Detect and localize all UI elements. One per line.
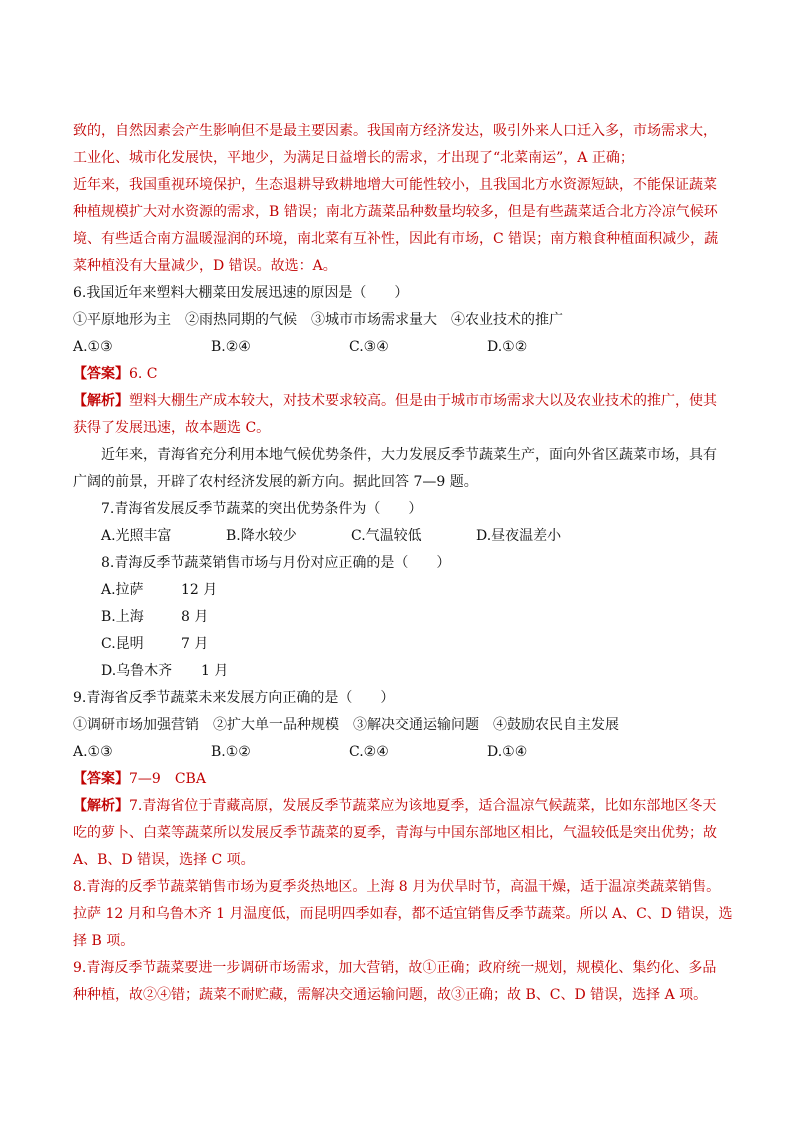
option-a: A.光照丰富 bbox=[101, 528, 172, 544]
question-8-stem: 8.青海反季节蔬菜销售市场与月份对应正确的是（ ） bbox=[101, 555, 451, 571]
analysis-line: 8.青海的反季节蔬菜销售市场为夏季炎热地区。上海 8 月为伏旱时节，高温干燥，适于温凉类蔬菜销售。 bbox=[73, 879, 721, 895]
analysis-text: 7.青海省位于青藏高原，发展反季节蔬菜应为该地夏季，适合温凉气候蔬菜，比如东部地区冬天 bbox=[129, 798, 717, 814]
analysis-line: 种种植，故②④错；蔬菜不耐贮藏，需解决交通运输问题，故③正确；故 B、C、D 错误，选择 A 项。 bbox=[73, 987, 708, 1003]
analysis-line: 拉萨 12 月和乌鲁木齐 1 月温度低，而昆明四季如春，都不适宜销售反季节蔬菜。所以 A、C、D 错误，选 bbox=[73, 906, 733, 922]
option-a: A.①③ bbox=[73, 339, 113, 355]
option-d: D.①④ bbox=[487, 744, 528, 760]
question-6-stem: 6.我国近年来塑料大棚菜田发展迅速的原因是（ ） bbox=[73, 285, 409, 301]
option-month: 7 月 bbox=[181, 636, 209, 652]
option-c: C.③④ bbox=[349, 339, 389, 355]
analysis-line: 择 B 项。 bbox=[73, 933, 135, 949]
option-city: C.昆明 bbox=[101, 636, 144, 652]
option-b: B.①② bbox=[211, 744, 251, 760]
analysis-tag: 【解析】 bbox=[73, 798, 129, 814]
question-9-options bbox=[73, 739, 723, 766]
answer-tag: 【答案】 bbox=[73, 771, 129, 787]
document-page bbox=[73, 118, 733, 1009]
answer-value: 7—9 CBA bbox=[129, 771, 206, 787]
analysis-line: 近年来，我国重视环境保护，生态退耕导致耕地增大可能性较小，且我国北方水资源短缺，不能保证蔬菜 bbox=[73, 177, 717, 193]
analysis-line: 9.青海反季节蔬菜要进一步调研市场需求，加大营销，故①正确；政府统一规划，规模化、集约化、多品 bbox=[73, 960, 717, 976]
option-city: B.上海 bbox=[101, 609, 144, 625]
option-c: C.气温较低 bbox=[351, 528, 422, 544]
option-b: B.②④ bbox=[211, 339, 251, 355]
analysis-line: 吃的萝卜、白菜等蔬菜所以发展反季节蔬菜的夏季，青海与中国东部地区相比，气温较低是突出优势；故 bbox=[73, 825, 717, 841]
option-d: D.昼夜温差小 bbox=[476, 528, 562, 544]
analysis-line: A、B、D 错误，选择 C 项。 bbox=[73, 852, 255, 868]
option-month: 8 月 bbox=[181, 609, 209, 625]
question-7-stem: 7.青海省发展反季节蔬菜的突出优势条件为（ ） bbox=[101, 501, 423, 517]
answer-value: 6. C bbox=[129, 366, 158, 382]
question-9-stem: 9.青海省反季节蔬菜未来发展方向正确的是（ ） bbox=[73, 690, 395, 706]
answer-7-9 bbox=[73, 766, 723, 793]
passage-line: 广阔的前景，开辟了农村经济发展的新方向。据此回答 7—9 题。 bbox=[73, 474, 478, 490]
option-month: 12 月 bbox=[181, 582, 218, 598]
question-6-options bbox=[73, 334, 723, 361]
question-8-option-a bbox=[73, 577, 723, 604]
question-7-options bbox=[73, 523, 723, 550]
question-8-option-b bbox=[73, 604, 723, 631]
question-8-option-d bbox=[73, 658, 723, 685]
analysis-text: 塑料大棚生产成本较大，对技术要求较高。但是由于城市市场需求大以及农业技术的推广，使其 bbox=[129, 393, 717, 409]
analysis-line: 种植规模扩大对水资源的需求，B 错误；南北方蔬菜品种数量均较多，但是有些蔬菜适合北方冷凉气候环 bbox=[73, 204, 718, 220]
analysis-line: 工业化、城市化发展快，平地少，为满足日益增长的需求，才出现了“北菜南运”，A 正确； bbox=[73, 150, 634, 166]
analysis-line: 致的，自然因素会产生影响但不是最主要因素。我国南方经济发达，吸引外来人口迁入多，市场需求大， bbox=[73, 123, 717, 139]
question-9-items: ①调研市场加强营销 ②扩大单一品种规模 ③解决交通运输问题 ④鼓励农民自主发展 bbox=[73, 717, 619, 733]
option-c: C.②④ bbox=[349, 744, 389, 760]
passage-line: 近年来，青海省充分利用本地气候优势条件，大力发展反季节蔬菜生产，面向外省区蔬菜市场，具有 bbox=[101, 447, 717, 463]
option-city: A.拉萨 bbox=[101, 582, 144, 598]
option-b: B.降水较少 bbox=[226, 528, 297, 544]
analysis-line: 菜种植没有大量减少，D 错误。故选：A。 bbox=[73, 258, 337, 274]
question-6-items: ①平原地形为主 ②雨热同期的气候 ③城市市场需求量大 ④农业技术的推广 bbox=[73, 312, 563, 328]
analysis-7 bbox=[73, 793, 723, 820]
option-city: D.乌鲁木齐 bbox=[101, 663, 173, 679]
question-6-analysis bbox=[73, 388, 723, 415]
question-6-answer bbox=[73, 361, 723, 388]
analysis-tag: 【解析】 bbox=[73, 393, 129, 409]
option-d: D.①② bbox=[487, 339, 528, 355]
answer-tag: 【答案】 bbox=[73, 366, 129, 382]
analysis-line: 获得了发展迅速，故本题选 C。 bbox=[73, 420, 271, 436]
option-a: A.①③ bbox=[73, 744, 113, 760]
question-8-option-c bbox=[73, 631, 723, 658]
option-month: 1 月 bbox=[201, 663, 229, 679]
analysis-line: 境、有些适合南方温暖湿润的环境，南北菜有互补性，因此有市场，C 错误；南方粮食种植面积减少，蔬 bbox=[73, 231, 719, 247]
